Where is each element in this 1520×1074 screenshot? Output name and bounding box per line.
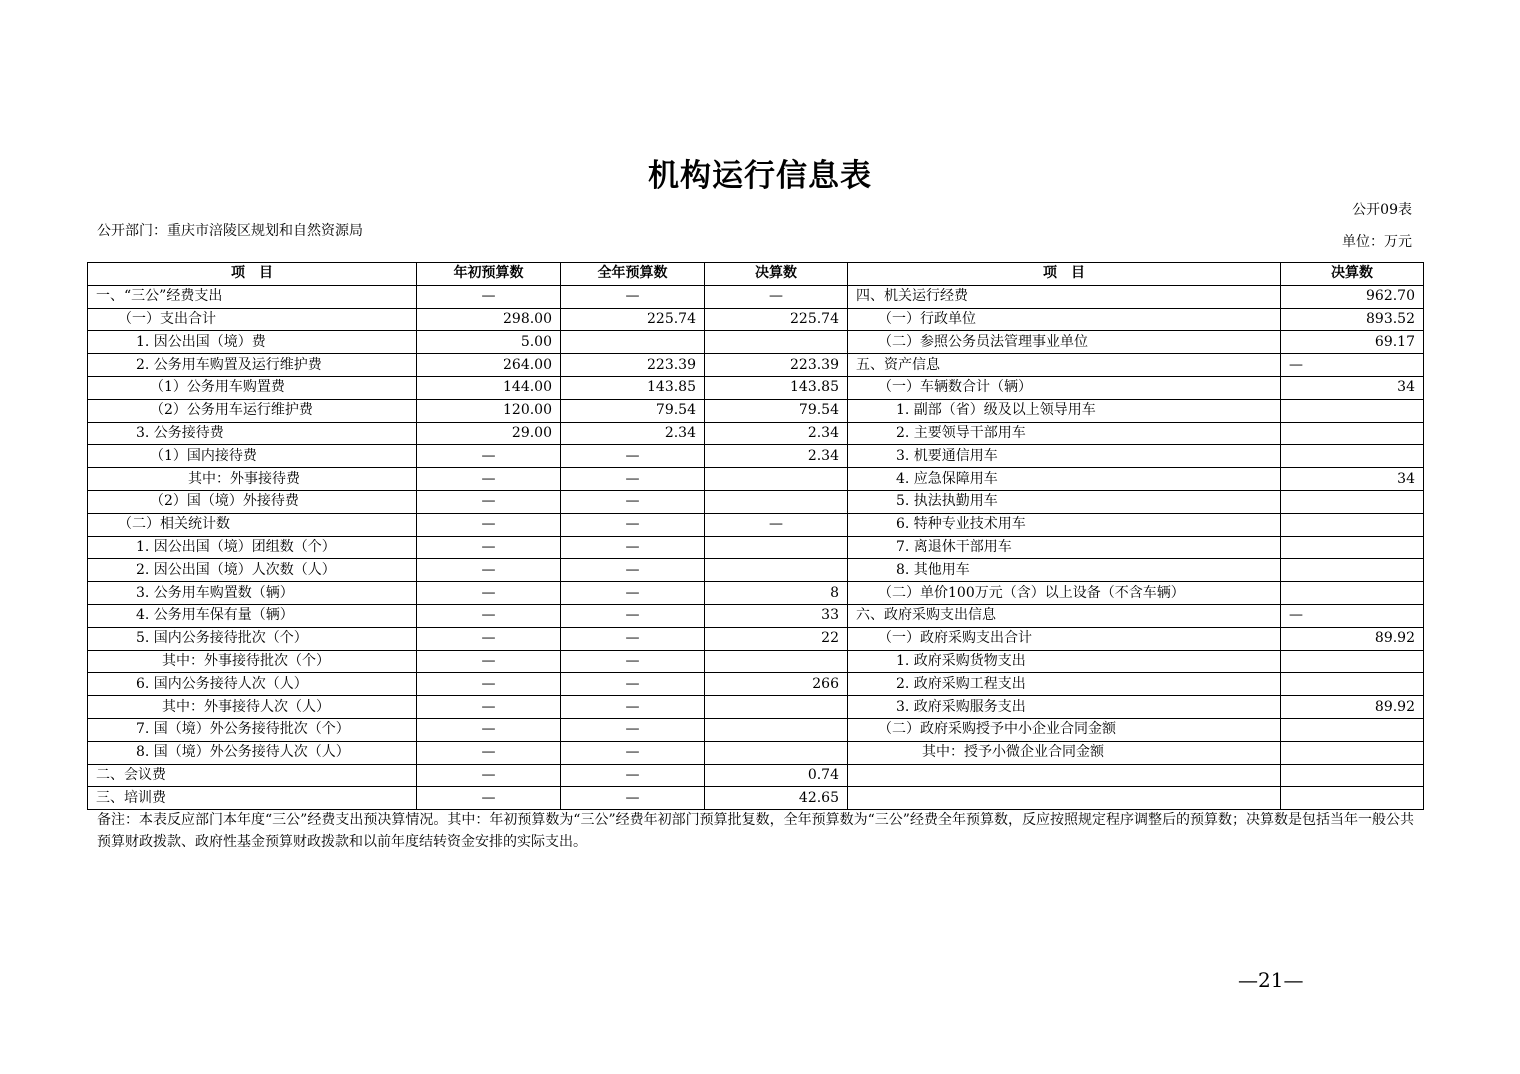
cell-annual-budget bbox=[561, 331, 705, 354]
cell-annual-budget: — bbox=[561, 468, 705, 491]
cell-item-left: （1）公务用车购置费 bbox=[88, 376, 417, 399]
cell-item-left: （2）公务用车运行维护费 bbox=[88, 399, 417, 422]
table-row bbox=[88, 513, 1424, 536]
cell-initial-budget: — bbox=[417, 468, 561, 491]
cell-item-right bbox=[848, 787, 1281, 810]
cell-item-left: 1. 因公出国（境）费 bbox=[88, 331, 417, 354]
cell-final-right bbox=[1281, 445, 1424, 468]
cell-initial-budget: — bbox=[417, 764, 561, 787]
operations-info-table bbox=[87, 262, 1424, 810]
cell-initial-budget: — bbox=[417, 741, 561, 764]
cell-final-left bbox=[705, 718, 848, 741]
cell-item-left: 6. 国内公务接待人次（人） bbox=[88, 673, 417, 696]
table-row bbox=[88, 422, 1424, 445]
cell-item-left: 1. 因公出国（境）团组数（个） bbox=[88, 536, 417, 559]
cell-annual-budget: — bbox=[561, 582, 705, 605]
cell-final-right: — bbox=[1281, 354, 1424, 377]
cell-initial-budget: — bbox=[417, 673, 561, 696]
cell-item-left: （二）相关统计数 bbox=[88, 513, 417, 536]
cell-initial-budget: — bbox=[417, 604, 561, 627]
cell-final-left: 2.34 bbox=[705, 422, 848, 445]
cell-annual-budget: — bbox=[561, 696, 705, 719]
cell-item-right: 8. 其他用车 bbox=[848, 559, 1281, 582]
cell-final-right: 34 bbox=[1281, 468, 1424, 491]
cell-item-right: 2. 主要领导干部用车 bbox=[848, 422, 1281, 445]
header-initial-budget: 年初预算数 bbox=[417, 263, 561, 286]
cell-final-right bbox=[1281, 673, 1424, 696]
cell-initial-budget: 144.00 bbox=[417, 376, 561, 399]
cell-final-right bbox=[1281, 399, 1424, 422]
header-annual-budget: 全年预算数 bbox=[561, 263, 705, 286]
cell-annual-budget: 2.34 bbox=[561, 422, 705, 445]
cell-final-left: 223.39 bbox=[705, 354, 848, 377]
cell-final-left: — bbox=[705, 513, 848, 536]
cell-item-left: （2）国（境）外接待费 bbox=[88, 490, 417, 513]
cell-initial-budget: — bbox=[417, 445, 561, 468]
table-body bbox=[88, 285, 1424, 809]
cell-final-left: 2.34 bbox=[705, 445, 848, 468]
cell-final-left: 266 bbox=[705, 673, 848, 696]
cell-item-right: 1. 副部（省）级及以上领导用车 bbox=[848, 399, 1281, 422]
cell-final-left: — bbox=[705, 285, 848, 308]
cell-item-right: （二）参照公务员法管理事业单位 bbox=[848, 331, 1281, 354]
cell-final-right bbox=[1281, 490, 1424, 513]
unit-label: 单位：万元 bbox=[1342, 234, 1412, 250]
cell-initial-budget: — bbox=[417, 559, 561, 582]
table-row bbox=[88, 696, 1424, 719]
table-row bbox=[88, 490, 1424, 513]
cell-initial-budget: — bbox=[417, 490, 561, 513]
cell-final-right bbox=[1281, 559, 1424, 582]
cell-item-left: 一、“三公”经费支出 bbox=[88, 285, 417, 308]
cell-item-left: 其中：外事接待批次（个） bbox=[88, 650, 417, 673]
header-item-right: 项 目 bbox=[848, 263, 1281, 286]
cell-item-right: 3. 政府采购服务支出 bbox=[848, 696, 1281, 719]
cell-final-left: 79.54 bbox=[705, 399, 848, 422]
cell-annual-budget: — bbox=[561, 673, 705, 696]
cell-final-right bbox=[1281, 764, 1424, 787]
cell-item-right: （二）单价100万元（含）以上设备（不含车辆） bbox=[848, 582, 1281, 605]
cell-final-left: 0.74 bbox=[705, 764, 848, 787]
table-row bbox=[88, 673, 1424, 696]
cell-annual-budget: — bbox=[561, 559, 705, 582]
cell-annual-budget: 79.54 bbox=[561, 399, 705, 422]
cell-item-left: 2. 公务用车购置及运行维护费 bbox=[88, 354, 417, 377]
cell-final-left bbox=[705, 741, 848, 764]
form-number: 公开09表 bbox=[1352, 202, 1412, 218]
cell-item-right: 其中：授予小微企业合同金额 bbox=[848, 741, 1281, 764]
table-row bbox=[88, 331, 1424, 354]
cell-annual-budget: — bbox=[561, 604, 705, 627]
cell-item-right bbox=[848, 764, 1281, 787]
page-title: 机构运行信息表 bbox=[648, 158, 872, 194]
cell-item-right: （二）政府采购授予中小企业合同金额 bbox=[848, 718, 1281, 741]
cell-item-right: 7. 离退休干部用车 bbox=[848, 536, 1281, 559]
cell-annual-budget: 223.39 bbox=[561, 354, 705, 377]
cell-item-left: 其中：外事接待费 bbox=[88, 468, 417, 491]
table-row bbox=[88, 741, 1424, 764]
table-row bbox=[88, 787, 1424, 810]
cell-annual-budget: — bbox=[561, 764, 705, 787]
cell-initial-budget: — bbox=[417, 285, 561, 308]
cell-final-right: — bbox=[1281, 604, 1424, 627]
cell-item-right: 四、机关运行经费 bbox=[848, 285, 1281, 308]
cell-initial-budget: — bbox=[417, 582, 561, 605]
cell-annual-budget: — bbox=[561, 627, 705, 650]
footnote: 备注：本表反应部门本年度“三公”经费支出预决算情况。其中：年初预算数为“三公”经费年初部门预算批复数，全年预算数为“三公”经费全年预算数，反应按照规定程序调整后的预算数；决算数是包括当年一般公共预算财政拨款、政府性基金预算财政拨款和以前年度结转资金安排的实际支出。 bbox=[97, 812, 1414, 850]
cell-item-left: 7. 国（境）外公务接待批次（个） bbox=[88, 718, 417, 741]
cell-final-left bbox=[705, 536, 848, 559]
cell-final-left: 33 bbox=[705, 604, 848, 627]
cell-item-right: （一）政府采购支出合计 bbox=[848, 627, 1281, 650]
cell-initial-budget: 120.00 bbox=[417, 399, 561, 422]
table-row bbox=[88, 468, 1424, 491]
cell-item-left: 2. 因公出国（境）人次数（人） bbox=[88, 559, 417, 582]
cell-final-right bbox=[1281, 513, 1424, 536]
table-row bbox=[88, 650, 1424, 673]
cell-item-left: 3. 公务接待费 bbox=[88, 422, 417, 445]
cell-item-right: 五、资产信息 bbox=[848, 354, 1281, 377]
cell-item-left: 三、培训费 bbox=[88, 787, 417, 810]
cell-final-right: 89.92 bbox=[1281, 696, 1424, 719]
cell-initial-budget: — bbox=[417, 536, 561, 559]
cell-final-left bbox=[705, 559, 848, 582]
table-row bbox=[88, 376, 1424, 399]
cell-final-right bbox=[1281, 718, 1424, 741]
cell-annual-budget: — bbox=[561, 490, 705, 513]
cell-initial-budget: 5.00 bbox=[417, 331, 561, 354]
cell-annual-budget: — bbox=[561, 741, 705, 764]
cell-item-right: 六、政府采购支出信息 bbox=[848, 604, 1281, 627]
cell-annual-budget: — bbox=[561, 536, 705, 559]
page-number: —21— bbox=[1238, 968, 1304, 992]
cell-final-right bbox=[1281, 787, 1424, 810]
table-row bbox=[88, 308, 1424, 331]
cell-item-left: 4. 公务用车保有量（辆） bbox=[88, 604, 417, 627]
table-row bbox=[88, 536, 1424, 559]
cell-final-right: 69.17 bbox=[1281, 331, 1424, 354]
department-label: 公开部门：重庆市涪陵区规划和自然资源局 bbox=[97, 223, 363, 239]
cell-final-right bbox=[1281, 422, 1424, 445]
header-final-right: 决算数 bbox=[1281, 263, 1424, 286]
cell-final-left bbox=[705, 331, 848, 354]
cell-item-right: 5. 执法执勤用车 bbox=[848, 490, 1281, 513]
cell-initial-budget: — bbox=[417, 627, 561, 650]
cell-item-right: （一）车辆数合计（辆） bbox=[848, 376, 1281, 399]
table-row bbox=[88, 445, 1424, 468]
cell-item-right: 1. 政府采购货物支出 bbox=[848, 650, 1281, 673]
cell-final-right: 893.52 bbox=[1281, 308, 1424, 331]
cell-final-left: 143.85 bbox=[705, 376, 848, 399]
cell-item-left: 5. 国内公务接待批次（个） bbox=[88, 627, 417, 650]
cell-final-left bbox=[705, 650, 848, 673]
table-row bbox=[88, 604, 1424, 627]
table-header-row bbox=[88, 263, 1424, 286]
cell-initial-budget: — bbox=[417, 787, 561, 810]
cell-initial-budget: 264.00 bbox=[417, 354, 561, 377]
cell-final-right: 34 bbox=[1281, 376, 1424, 399]
cell-final-left: 225.74 bbox=[705, 308, 848, 331]
cell-initial-budget: — bbox=[417, 650, 561, 673]
cell-item-left: （1）国内接待费 bbox=[88, 445, 417, 468]
table-row bbox=[88, 764, 1424, 787]
cell-annual-budget: — bbox=[561, 787, 705, 810]
cell-final-right: 962.70 bbox=[1281, 285, 1424, 308]
cell-annual-budget: — bbox=[561, 718, 705, 741]
cell-final-right bbox=[1281, 650, 1424, 673]
cell-annual-budget: — bbox=[561, 285, 705, 308]
cell-final-left bbox=[705, 696, 848, 719]
cell-final-right bbox=[1281, 741, 1424, 764]
cell-final-left: 42.65 bbox=[705, 787, 848, 810]
cell-final-right: 89.92 bbox=[1281, 627, 1424, 650]
cell-item-left: （一）支出合计 bbox=[88, 308, 417, 331]
cell-item-right: 3. 机要通信用车 bbox=[848, 445, 1281, 468]
cell-item-right: 4. 应急保障用车 bbox=[848, 468, 1281, 491]
cell-initial-budget: 298.00 bbox=[417, 308, 561, 331]
cell-annual-budget: — bbox=[561, 513, 705, 536]
cell-initial-budget: — bbox=[417, 718, 561, 741]
cell-item-right: （一）行政单位 bbox=[848, 308, 1281, 331]
cell-item-left: 其中：外事接待人次（人） bbox=[88, 696, 417, 719]
cell-initial-budget: — bbox=[417, 696, 561, 719]
table-row bbox=[88, 627, 1424, 650]
table-row bbox=[88, 285, 1424, 308]
header-final-left: 决算数 bbox=[705, 263, 848, 286]
cell-item-right: 6. 特种专业技术用车 bbox=[848, 513, 1281, 536]
cell-annual-budget: — bbox=[561, 445, 705, 468]
table-row bbox=[88, 399, 1424, 422]
cell-final-left bbox=[705, 468, 848, 491]
table-row bbox=[88, 718, 1424, 741]
cell-final-left bbox=[705, 490, 848, 513]
cell-final-left: 8 bbox=[705, 582, 848, 605]
cell-item-left: 3. 公务用车购置数（辆） bbox=[88, 582, 417, 605]
cell-item-left: 二、会议费 bbox=[88, 764, 417, 787]
table-row bbox=[88, 354, 1424, 377]
cell-initial-budget: 29.00 bbox=[417, 422, 561, 445]
cell-annual-budget: — bbox=[561, 650, 705, 673]
cell-final-right bbox=[1281, 536, 1424, 559]
cell-initial-budget: — bbox=[417, 513, 561, 536]
cell-item-right: 2. 政府采购工程支出 bbox=[848, 673, 1281, 696]
header-item-left: 项 目 bbox=[88, 263, 417, 286]
table-row bbox=[88, 559, 1424, 582]
cell-final-right bbox=[1281, 582, 1424, 605]
cell-annual-budget: 225.74 bbox=[561, 308, 705, 331]
cell-annual-budget: 143.85 bbox=[561, 376, 705, 399]
cell-final-left: 22 bbox=[705, 627, 848, 650]
cell-item-left: 8. 国（境）外公务接待人次（人） bbox=[88, 741, 417, 764]
table-row bbox=[88, 582, 1424, 605]
